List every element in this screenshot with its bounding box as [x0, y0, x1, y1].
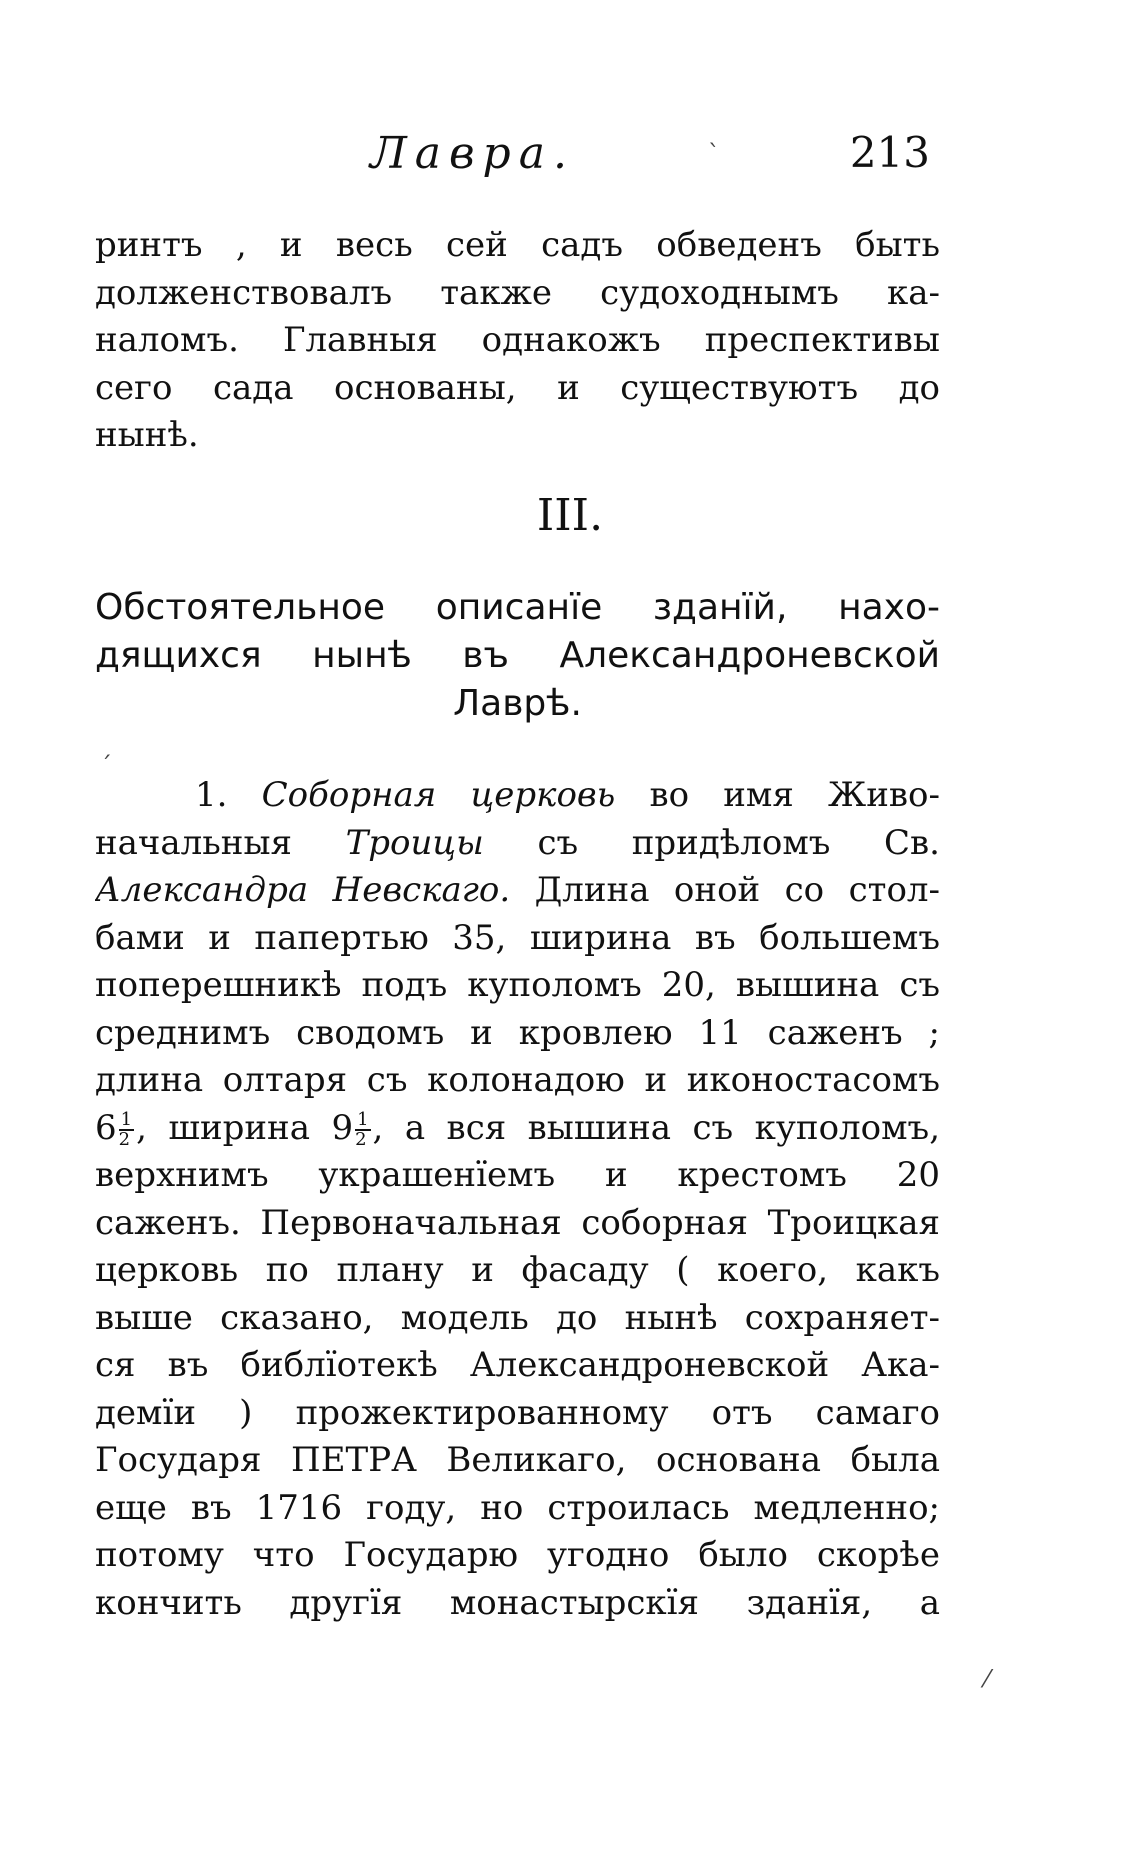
- text-line: кончить другїя монастырскїя зданїя, а: [95, 1582, 940, 1623]
- trinity-name: Троицы: [345, 822, 484, 863]
- text-line: церковь по плану и фасаду ( коего, какъ: [95, 1250, 940, 1290]
- text-run: съ придѣломъ Св.: [537, 822, 940, 863]
- church-name: Соборная церковь: [261, 775, 616, 815]
- page-number: 213: [849, 128, 930, 177]
- text-line: еще въ 1716 году, но строилась медленно;: [95, 1487, 940, 1528]
- ink-speck: ˊ: [100, 752, 112, 780]
- item-number: 1.: [195, 775, 228, 815]
- saint-name: Александра Невскаго.: [95, 870, 511, 910]
- fraction-denominator: 2: [118, 1128, 131, 1150]
- text-line: наломъ. Главныя однакожъ преспективы: [95, 320, 940, 360]
- text-run: Длина оной со стол-: [534, 870, 940, 910]
- body-paragraph: [95, 772, 940, 1627]
- fraction: [118, 1108, 134, 1150]
- fraction-denominator: 2: [355, 1128, 367, 1150]
- text-line: среднимъ сводомъ и кровлею 11 саженъ ;: [95, 1012, 940, 1053]
- text-line: демїи ) прожектированному отъ самаго: [95, 1392, 940, 1433]
- section-number: III.: [536, 490, 604, 541]
- text-line: [95, 820, 940, 868]
- text-line: [95, 1105, 940, 1153]
- text-line: нынѣ.: [95, 415, 199, 455]
- section-heading: [95, 584, 940, 728]
- text-line: бами и папертью 35, ширина въ большемъ: [95, 917, 940, 958]
- running-head: [95, 128, 940, 188]
- ink-speck: ⁄: [985, 1665, 990, 1693]
- heading-line: Обстоятельное описанїе зданїй, нахо-: [95, 587, 940, 628]
- text-line: сего сада основаны, и существуютъ до: [95, 367, 940, 408]
- text-line: потому что Государю угодно было скорѣе: [95, 1535, 940, 1575]
- text-line: Государя ПЕТРА Великаго, основана была: [95, 1440, 940, 1480]
- ink-speck: ˋ: [708, 140, 720, 168]
- intro-paragraph: [95, 222, 940, 460]
- fraction-numerator: 1: [357, 1108, 369, 1130]
- heading-line: Лаврѣ.: [453, 683, 582, 724]
- text-line: [95, 772, 940, 820]
- text-run: во имя Живо-: [649, 775, 940, 815]
- text-line: выше сказано, модель до нынѣ сохраняет-: [95, 1297, 940, 1338]
- text-run: 6: [95, 1107, 117, 1148]
- text-run: , ширина 9: [136, 1107, 354, 1148]
- text-line: поперешникѣ подъ куполомъ 20, вышина съ: [95, 965, 940, 1005]
- text-line: саженъ. Первоначальная соборная Троицкая: [95, 1202, 940, 1243]
- text-line: ся въ библїотекѣ Александроневской Ака-: [95, 1345, 940, 1385]
- text-line: долженствовалъ также судоходнымъ ка-: [95, 272, 940, 313]
- text-line: верхнимъ украшенїемъ и крестомъ 20: [95, 1155, 940, 1195]
- text-run: , а вся вышина съ куполомъ,: [372, 1107, 940, 1148]
- fraction-numerator: 1: [120, 1108, 133, 1130]
- text-line: длина олтаря съ колонадою и иконостасомъ: [95, 1060, 940, 1100]
- running-title: Лавра.: [370, 128, 575, 179]
- text-run: начальныя: [95, 822, 292, 863]
- fraction: [355, 1108, 370, 1150]
- heading-line: дящихся нынѣ въ Александроневской: [95, 635, 940, 676]
- text-line: [95, 867, 940, 915]
- text-line: ринтъ , и весь сей садъ обведенъ быть: [95, 225, 940, 265]
